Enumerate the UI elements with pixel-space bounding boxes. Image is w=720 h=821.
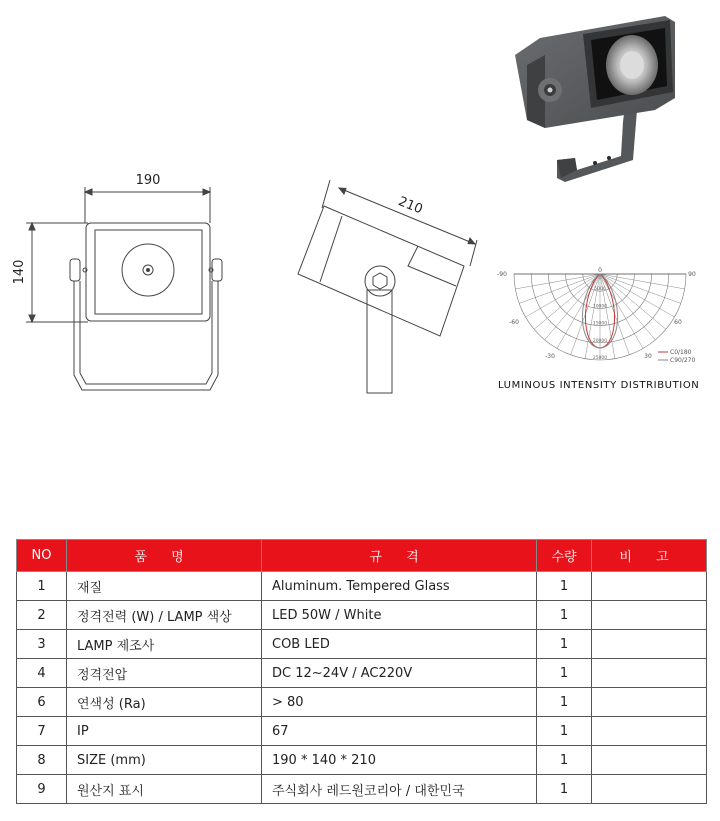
header-qty: 수량 [537, 540, 592, 572]
polar-angle-label: 30 [644, 353, 652, 360]
table-row [17, 572, 707, 601]
cell-qty: 1 [537, 572, 592, 601]
cell-no: 7 [17, 717, 67, 746]
cell-qty: 1 [537, 601, 592, 630]
header-item: 품 명 [67, 540, 262, 572]
cell-note [592, 601, 707, 630]
cell-note [592, 746, 707, 775]
header-note: 비 고 [592, 540, 707, 572]
polar-legend-label: C0/180 [670, 349, 692, 356]
front-view-drawing [10, 165, 250, 405]
polar-ring-label: 10000 [592, 304, 608, 310]
table-row [17, 630, 707, 659]
cell-note [592, 775, 707, 804]
polar-angle-label: -90 [497, 271, 507, 278]
table-row [17, 717, 707, 746]
cell-note [592, 572, 707, 601]
cell-item: SIZE (mm) [67, 746, 262, 775]
polar-angle-label: 0 [598, 267, 602, 274]
cell-spec: COB LED [262, 630, 537, 659]
cell-qty: 1 [537, 717, 592, 746]
cell-note [592, 717, 707, 746]
cell-item: 재질 [67, 572, 262, 601]
side-view-drawing [280, 178, 490, 403]
cell-spec: 주식회사 레드원코리아 / 대한민국 [262, 775, 537, 804]
front-width-label: 190 [135, 173, 161, 188]
cell-qty: 1 [537, 775, 592, 804]
polar-legend-label: C90/270 [670, 357, 696, 364]
cell-no: 6 [17, 688, 67, 717]
cell-spec: > 80 [262, 688, 537, 717]
cell-no: 9 [17, 775, 67, 804]
cell-spec: 67 [262, 717, 537, 746]
cell-spec: 190 * 140 * 210 [262, 746, 537, 775]
polar-ring-label: 20000 [592, 338, 608, 344]
polar-angle-label: 60 [674, 319, 682, 326]
cell-item: 연색성 (Ra) [67, 688, 262, 717]
cell-note [592, 630, 707, 659]
cell-item: 원산지 표시 [67, 775, 262, 804]
cell-item: 정격전압 [67, 659, 262, 688]
table-row [17, 688, 707, 717]
front-height-label: 140 [12, 259, 27, 285]
cell-qty: 1 [537, 630, 592, 659]
product-photo [505, 10, 690, 190]
cell-note [592, 659, 707, 688]
table-row [17, 601, 707, 630]
cell-no: 1 [17, 572, 67, 601]
polar-ring-label: 15000 [592, 321, 608, 327]
table-row [17, 775, 707, 804]
cell-spec: LED 50W / White [262, 601, 537, 630]
cell-no: 3 [17, 630, 67, 659]
table-row [17, 746, 707, 775]
polar-intensity-diagram [497, 262, 700, 372]
header-spec: 규 격 [262, 540, 537, 572]
cell-spec: Aluminum. Tempered Glass [262, 572, 537, 601]
table-row [17, 659, 707, 688]
polar-ring-label: 5000 [594, 287, 606, 293]
cell-no: 8 [17, 746, 67, 775]
cell-spec: DC 12~24V / AC220V [262, 659, 537, 688]
cell-item: LAMP 제조사 [67, 630, 262, 659]
table-header-row [17, 540, 707, 572]
polar-ring-label: 25000 [592, 356, 608, 361]
polar-angle-label: -30 [545, 353, 555, 360]
header-no: NO [17, 540, 67, 572]
polar-angle-label: 90 [688, 271, 696, 278]
spec-table [16, 539, 707, 804]
cell-item: 정격전력 (W) / LAMP 색상 [67, 601, 262, 630]
polar-angle-label: -60 [509, 319, 519, 326]
cell-no: 2 [17, 601, 67, 630]
polar-caption: LUMINOUS INTENSITY DISTRIBUTION [498, 380, 700, 391]
cell-item: IP [67, 717, 262, 746]
cell-qty: 1 [537, 688, 592, 717]
cell-no: 4 [17, 659, 67, 688]
cell-qty: 1 [537, 746, 592, 775]
cell-note [592, 688, 707, 717]
cell-qty: 1 [537, 659, 592, 688]
side-depth-label: 210 [395, 194, 425, 218]
